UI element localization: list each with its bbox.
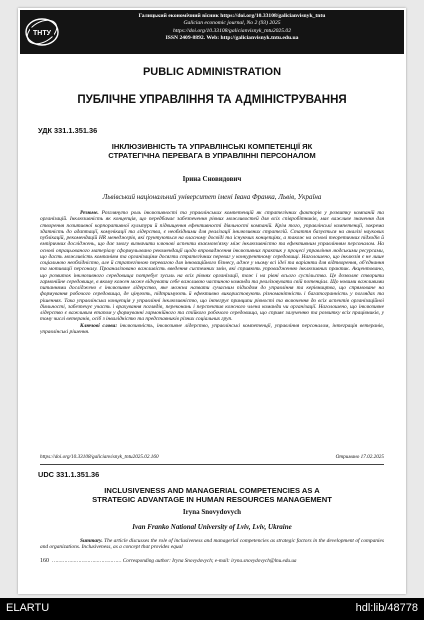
article-title-uk [38,142,386,160]
doi-row [40,454,384,460]
abstract-text-uk: Розглянуто роль інклюзивності та управлінських компетенцій як стратегічних факторів у розвитку компаній та організацій. Інклюзивність як концепція, що передбачає забезпечення рівних можливостей для всіх співробітників, має важливе значення для створення позитивної корпоративної культури й підвищення ефективності діяльності компаній. Крім того, управлінські компетенції, зокрема здатність до адаптації, комунікації та лідерства, є необхідними для реалізації інклюзивних стратегій. Стаття базується на аналізі наукових публікацій, рекомендацій HR менеджерів, які ґрунтуються на власному досвіді та існуючих концепціях, а також на основі теоретичних підходів й емпіричних досліджень, що дає змогу визначити ключові аспекти взаємозв'язку між інклюзивністю та ефективним управлінням персоналом. На основі опрацьованого матеріалу сформульовано рекомендації щодо впровадження інклюзивних практик у процесі управління людськими ресурсами, що дасть можливість компаніям та організаціям досягти стратегічних переваг у конкурентному середовищі. Наголошено, що інклюзія є не лише соціальною необхідністю, але й стратегічною перевагою для інноваційного бізнесу, адже у ньому всі ідеї та варіанти для відтворення, об'єднання та мотивації персоналу. Проаналізовано важливість введення системних змін, які сприяють упровадженню інклюзивних практик. Акцентовано, що розвиток інклюзивного середовища потребує зусиль на всіх рівнях організації, тож і на рівні всього суспільства. Це дозволяє створити гармонійне середовище, в якому кожен може відчувати себе важливою частиною команди та реалізовувати свій потенціал. Що новими важливими питаннями досліджено є інклюзивне лідерство, яке можна назвати сучасним підходом до управління та керівництва, що спрямоване на формування робочого середовища, де цінують, підтримують й ефективно використовують різноманітність і багатогранність у поглядах та рішеннях. Така управлінська концепція у управлінні інклюзивністю, що інтегрує принципи рівності та включення до всіх аспектів організаційної діяльності, забезпечує участь і врахування поглядів, переконань і перспектив кожного члена команди чи організації. Наголошено, що інклюзивне лідерство є важливим етапом у формуванні гармонійного та стійкого робочого середовища, що сприяє залученню та розвитку всіх працівників, у тому числі ветеранів, осіб з інвалідністю та представників різних соціальних груп. [40,210,384,323]
header-line-4: ISSN 2409-8892. Web: http://galicianvisnyk.tntu.edu.ua [165,35,299,42]
udc-en: UDC 331.1.351.36 [38,470,100,479]
page-footer: 160 ……………………………………… Corresponding author: Iryna Snovydovych; e-mail: iryna.snovydovych@lnu.edu.ua [40,558,297,564]
header-line-3: https://doi.org/10.33108/galicianvisnyk_tntu2025.02 [172,27,292,34]
logo-text: ТНТУ [33,30,51,37]
repository-name[interactable]: ELARTU [6,602,50,614]
divider [40,464,384,465]
affiliation-uk: Львівський національний університет імені Івана Франка, Львів, Україна [102,193,322,201]
summary-text-en: The article discusses the role of inclusiveness and managerial competencies as strategic factors in the development of companies and organizations. Inclusiveness, as a concept that provides equal [40,538,384,551]
section-title-uk: ПУБЛІЧНЕ УПРАВЛІННЯ ТА АДМІНІСТРУВАННЯ [77,94,347,106]
title-en-line-2: STRATEGIC ADVANTAGE IN HUMAN RESOURCES MANAGEMENT [92,495,332,505]
header-line-1: Галицький економічний вісник https://doi.org/10.33108/galicianvisnyk_tntu [138,13,326,19]
doi-link[interactable]: https://doi.org/10.33108/galicianvisnyk_tntu2025.02.160 [40,454,159,460]
title-uk-line-1: ІНКЛЮЗИВНІСТЬ ТА УПРАВЛІНСЬКІ КОМПЕТЕНЦІЇ ЯК [111,142,313,151]
article-title-en [38,486,386,504]
abstract-label-uk: Резюме. [80,210,99,216]
page-number: 160 [40,558,49,564]
handle-id[interactable]: hdl:lib/48778 [355,602,418,614]
title-uk-line-2: СТРАТЕГІЧНА ПЕРЕВАГА В УПРАВЛІННІ ПЕРСОНАЛОМ [108,151,316,161]
keywords-label-uk: Ключові слова: [80,322,118,329]
author-uk: Ірина Сновидович [182,175,242,183]
section-title-en: PUBLIC ADMINISTRATION [142,66,282,78]
title-en-line-1: INCLUSIVENESS AND MANAGERIAL COMPETENCIES AS A [104,486,320,495]
journal-header [20,10,404,54]
received-date: Отримано 17.02.2025 [335,454,384,460]
affiliation-en: Ivan Franko National University of Lviv, Lviv, Ukraine [132,523,292,531]
summary-en [40,538,384,551]
journal-header-text [66,13,398,43]
udc-uk: УДК 331.1.351.36 [38,126,98,135]
document-page [18,8,406,594]
header-line-2: Galician economic journal, No 2 (93) 2025 [183,20,281,27]
corresponding-author: Corresponding author: Iryna Snovydovych; e-mail: iryna.snovydovych@lnu.edu.ua [122,558,297,564]
abstract-uk [40,210,384,450]
keywords-uk: інклюзивність, інклюзивне лідерство, управлінські компетенції, управління персоналом, інтеграція ветеранів, управлінські рішення. [40,322,384,335]
tntu-logo-icon [24,16,60,48]
repository-bar [0,598,424,620]
author-en: Iryna Snovydovych [182,508,242,516]
summary-label-en: Summary. [80,538,103,544]
